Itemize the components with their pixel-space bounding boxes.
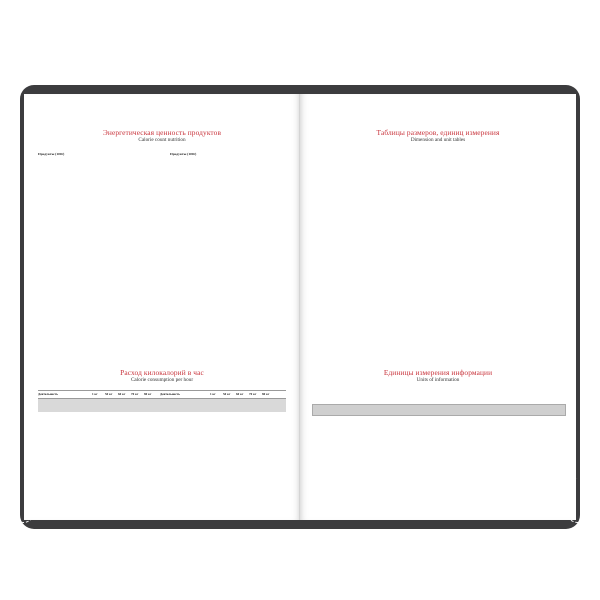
info-title: Единицы измерения информации <box>383 368 493 377</box>
calories-title: Расход килокалорий в час <box>120 368 204 377</box>
calories-subtitle: Calorie consumption per hour <box>130 377 194 383</box>
energy-title: Энергетическая ценность продуктов <box>102 128 222 137</box>
tables-subtitle: Dimension and unit tables <box>410 137 466 143</box>
calories-table-header: Деятельность 1 кг 50 кг 60 кг 70 кг 80 кг Деятельность 1 кг 50 кг 60 кг 70 кг 80 кг <box>38 391 286 399</box>
tables-title: Таблицы размеров, единиц измерения <box>376 128 500 137</box>
energy-table-right-header: Продукты (100г) <box>170 152 197 156</box>
left-page <box>24 94 300 520</box>
info-subtitle: Units of information <box>416 377 460 383</box>
energy-table-left-header: Продукты (100г) <box>38 152 65 156</box>
info-table <box>312 404 566 416</box>
info-table-row <box>313 414 565 415</box>
calories-table-row <box>38 411 286 412</box>
energy-table-right <box>170 152 286 156</box>
right-page <box>300 94 576 520</box>
energy-subtitle: Calorie count nutrition <box>138 137 186 143</box>
calories-table <box>38 390 286 412</box>
energy-table-left <box>38 152 154 156</box>
